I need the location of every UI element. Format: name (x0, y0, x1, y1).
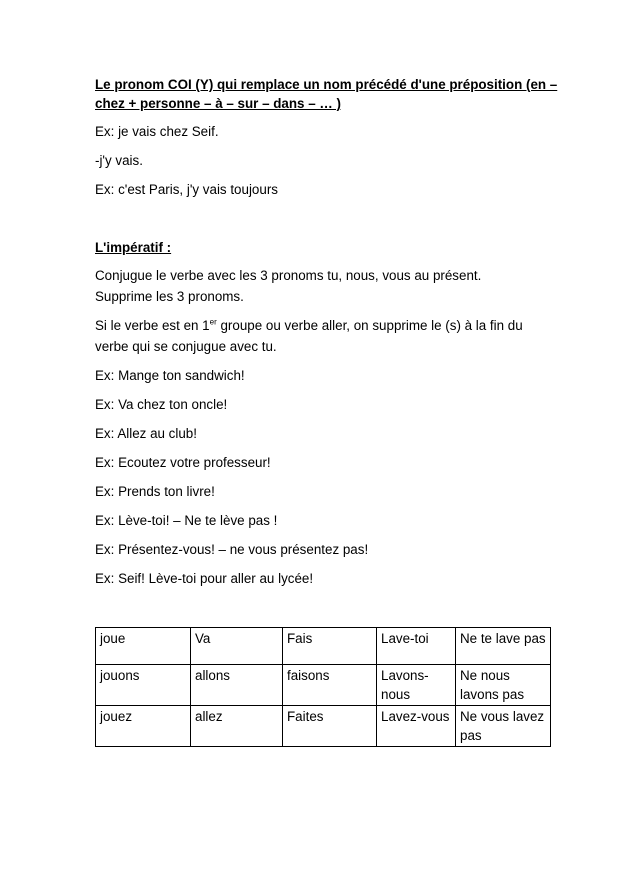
table-cell: faisons (283, 665, 377, 706)
table-cell: allez (191, 706, 283, 747)
example-line: Ex: Va chez ton oncle! (95, 397, 228, 412)
rule-line (95, 316, 565, 336)
section-heading-imperatif: L'impératif : (95, 240, 172, 255)
example-line: Ex: je vais chez Seif. (95, 124, 219, 139)
table-cell: allons (191, 665, 283, 706)
table-cell: Lave-toi (377, 628, 456, 665)
example-line: Ex: Lève-toi! – Ne te lève pas ! (95, 513, 278, 528)
table-row (96, 706, 551, 747)
superscript: er (209, 317, 217, 327)
table-cell: joue (96, 628, 191, 665)
table-cell: Lavez-vous (377, 706, 456, 747)
table-cell: Lavons-nous (377, 665, 456, 706)
rule-text: Si le verbe est en 1 (95, 318, 210, 333)
conjugation-table (95, 627, 551, 747)
table-cell: Ne vous lavez pas (456, 706, 551, 747)
table-cell: Fais (283, 628, 377, 665)
table-cell: Va (191, 628, 283, 665)
example-line: Ex: Présentez-vous! – ne vous présentez pas! (95, 542, 369, 557)
section-heading-pronom-y: Le pronom COI (Y) qui remplace un nom précédé d'une préposition (en – chez + personne – à – sur – dans – … ) (95, 77, 558, 111)
rule-text: groupe ou verbe aller, on supprime le (s) à la fin du (216, 318, 523, 333)
example-line: Ex: Allez au club! (95, 426, 197, 441)
example-line: Ex: c'est Paris, j'y vais toujours (95, 182, 278, 197)
table-cell: Faites (283, 706, 377, 747)
table-row (96, 665, 551, 706)
rule-line: Conjugue le verbe avec les 3 pronoms tu, nous, vous au présent. (95, 268, 482, 283)
example-line: Ex: Seif! Lève-toi pour aller au lycée! (95, 571, 314, 586)
table-cell: jouons (96, 665, 191, 706)
table-cell: Ne te lave pas (456, 628, 551, 665)
table-cell: jouez (96, 706, 191, 747)
example-line: Ex: Prends ton livre! (95, 484, 215, 499)
example-line: Ex: Mange ton sandwich! (95, 368, 245, 383)
example-line: Ex: Ecoutez votre professeur! (95, 455, 271, 470)
table-row (96, 628, 551, 665)
rule-line: Supprime les 3 pronoms. (95, 289, 244, 304)
rule-line: verbe qui se conjugue avec tu. (95, 339, 277, 354)
example-line: -j'y vais. (95, 153, 143, 168)
table-cell: Ne nous lavons pas (456, 665, 551, 706)
